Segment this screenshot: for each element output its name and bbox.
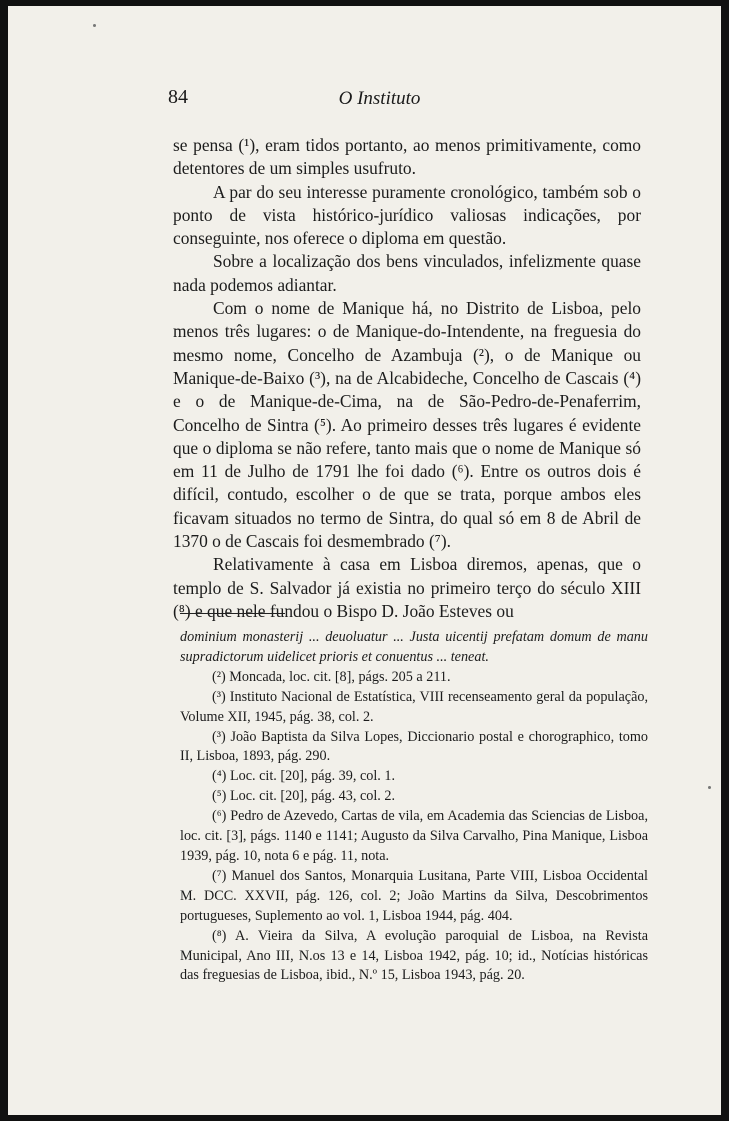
footnotes xyxy=(180,628,648,986)
footnote xyxy=(180,867,648,927)
footnote-text: João Baptista da Silva Lopes, Diccionario postal e chorographico, tomo II, Lisboa, 1893, pág. 290. xyxy=(180,728,649,765)
footnote-text: Loc. cit. [20], pág. 43, col. 2. xyxy=(229,788,396,805)
footnote-separator xyxy=(180,613,285,614)
footnote-mark: (⁶) xyxy=(212,808,227,825)
footnote xyxy=(180,807,648,867)
footnote-mark: (⁸) xyxy=(212,927,227,944)
footnote-text: Manuel dos Santos, Monarquia Lusitana, Parte VIII, Lisboa Occidental M. DCC. XXVII, pág. 126, col. 2; João Martins da Silva, Descobrimentos portugueses, Suplemento ao vol. 1, Lisboa 1944, pág. 404. xyxy=(180,867,649,924)
footnote-text: Instituto Nacional de Estatística, VIII recenseamento geral da população, Volume XII, 1945, pág. 38, col. 2. xyxy=(180,688,649,725)
footnote xyxy=(180,668,648,688)
footnote xyxy=(180,728,648,768)
footnote-text: Pedro de Azevedo, Cartas de vila, em Academia das Sciencias de Lisboa, loc. cit. [3], págs. 1140 e 1141; Augusto da Silva Carvalho, Pina Manique, Lisboa 1939, pág. 10, nota 6 e pág. 11, nota. xyxy=(180,808,648,864)
paragraph: se pensa (¹), eram tidos portanto, ao menos primitivamente, como detentores de um simples usufruto. xyxy=(173,135,641,179)
page-header xyxy=(8,86,721,116)
footnote xyxy=(180,927,648,987)
paragraph: Com o nome de Manique há, no Distrito de Lisboa, pelo menos três lugares: o de Manique-do-Intendente, na freguesia do mesmo nome, Concelho de Azambuja (²), o de Manique ou Manique-de-Baixo (³), na de Alcabideche, Concelho de Cascais (⁴) e o de Manique-de-Cima, na de São-Pedro-de-Penaferrim, Concelho de Sintra (⁵). Ao primeiro desses três lugares é evidente que o diploma se não refere, tanto mais que o nome de Manique só em 11 de Julho de 1791 lhe foi dado (⁶). Entre os outros dois é difícil, contudo, escolher o de que se trata, porque ambos eles ficavam situados no termo de Sintra, do qual só em 8 de Abril de 1370 o de Cascais foi desmembrado (⁷). xyxy=(173,298,641,552)
body-text xyxy=(173,134,641,623)
footnote-text: A. Vieira da Silva, A evolução paroquial de Lisboa, na Revista Municipal, Ano III, N.os 13 e 14, Lisboa 1942, pág. 10; id., Notícias históricas das freguesias de Lisboa, ibid., N.º 15, Lisboa 1943, pág. 20. xyxy=(180,927,649,984)
footnote-mark: (⁴) xyxy=(212,768,227,785)
footnote xyxy=(180,787,648,807)
footnote-mark: (⁷) xyxy=(212,867,227,884)
footnote-text: Moncada, loc. cit. [8], págs. 205 a 211. xyxy=(229,668,451,685)
running-head: O Instituto xyxy=(338,88,421,109)
paragraph: A par do seu interesse puramente cronológico, também sob o ponto de vista histórico-jurídico valiosas indicações, por conseguinte, nos oferece o diploma em questão. xyxy=(173,181,641,249)
footnote-mark: (³) xyxy=(212,688,226,705)
paragraph: Relativamente à casa em Lisboa diremos, apenas, que o templo de S. Salvador já existia no primeiro terço do século XIII (⁸) e que nele fundou o Bispo D. João Esteves ou xyxy=(173,554,641,621)
footnote xyxy=(180,688,648,728)
paragraph: Sobre a localização dos bens vinculados, infelizmente quase nada podemos adiantar. xyxy=(173,251,641,295)
book-page xyxy=(8,6,721,1115)
footnote xyxy=(180,767,648,787)
footnote-continuation: dominium monasterij ... deuoluatur ... Justa uicentij prefatam domum de manu supradictorum uidelicet prioris et conuentus ... teneat. xyxy=(180,629,648,665)
footnote-mark: (⁵) xyxy=(212,788,227,805)
page-number: 84 xyxy=(168,86,188,108)
scan-speck xyxy=(93,24,96,27)
footnote-mark: (²) xyxy=(212,668,226,685)
footnote-mark: (³) xyxy=(212,728,226,745)
scan-speck xyxy=(708,786,711,789)
footnote-text: Loc. cit. [20], pág. 39, col. 1. xyxy=(229,768,396,785)
